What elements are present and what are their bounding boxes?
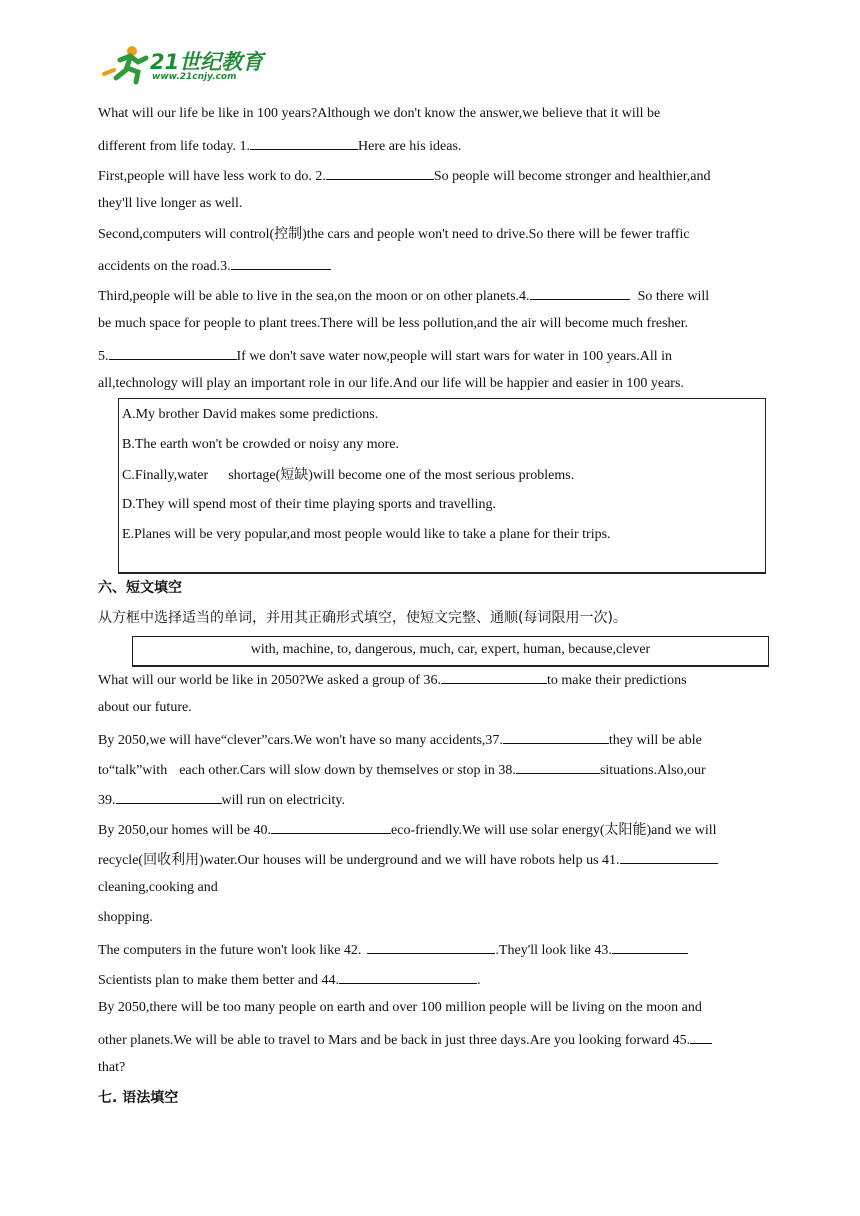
passage1-line-2: different from life today. 1. Here are his ideas. [98, 134, 461, 157]
section-7-heading: 七. 语法填空 [98, 1090, 179, 1106]
passage2-line-4: to“talk”with each other.Cars will slow down by themselves or stop in 38. situations.Also,our [98, 758, 706, 781]
passage2-line-3: By 2050,we will have“clever”cars.We won't have so many accidents,37. they will be able [98, 728, 702, 751]
blank-38[interactable] [516, 758, 600, 774]
section-6-instruction: 从方框中选择适当的单词，并用其正确形式填空，使短文完整、通顺(每词限用一次)。 [98, 610, 627, 626]
word-list: with, machine, to, dangerous, much, car, expert, human, because,clever [250, 642, 651, 657]
blank-39[interactable] [116, 788, 222, 804]
site-logo [100, 42, 270, 86]
blank-2[interactable] [326, 164, 434, 180]
blank-37[interactable] [503, 728, 609, 744]
passage1-line-8: be much space for people to plant trees.There will be less pollution,and the air will become much fresher. [98, 316, 689, 331]
blank-42[interactable] [367, 938, 495, 954]
passage2-line-7: recycle(回收利用)water.Our houses will be underground and we will have robots help us 41. [98, 848, 718, 871]
blank-43[interactable] [612, 938, 688, 954]
passage1-line-4: they'll live longer as well. [98, 196, 243, 211]
blank-45[interactable] [690, 1028, 712, 1044]
passage2-line-12: By 2050,there will be too many people on earth and over 100 million people will be living on the moon and [98, 1000, 702, 1015]
blank-5[interactable] [109, 344, 237, 360]
passage1-line-3: First,people will have less work to do. 2. So people will become stronger and healthier,and [98, 164, 711, 187]
passage1-line-10: all,technology will play an important role in our life.And our life will be happier and easier in 100 years. [98, 376, 684, 391]
passage1-line-7: Third,people will be able to live in the sea,on the moon or on other planets.4. So there will [98, 284, 709, 307]
passage2-line-14: that? [98, 1060, 126, 1075]
passage2-line-5: 39. will run on electricity. [98, 788, 345, 811]
blank-1[interactable] [250, 134, 358, 150]
passage2-line-13: other planets.We will be able to travel to Mars and be back in just three days.Are you looking forward 45. [98, 1028, 712, 1051]
logo-text: 21世纪教育 [150, 50, 264, 74]
passage2-line-9: shopping. [98, 910, 153, 925]
option-b: B.The earth won't be crowded or noisy any more. [122, 437, 399, 452]
word-box [132, 636, 769, 667]
blank-44[interactable] [339, 968, 477, 984]
passage1-line-1: What will our life be like in 100 years?Although we don't know the answer,we believe that it will be [98, 106, 661, 121]
passage2-line-8: cleaning,cooking and [98, 880, 218, 895]
blank-40[interactable] [271, 818, 391, 834]
passage1-line-6: accidents on the road.3. [98, 254, 331, 277]
option-d: D.They will spend most of their time playing sports and travelling. [122, 497, 497, 512]
passage1-line-5: Second,computers will control(控制)the cars and people won't need to drive.So there will be fewer traffic [98, 226, 690, 242]
option-e: E.Planes will be very popular,and most people would like to take a plane for their trips. [122, 527, 611, 542]
option-a: A.My brother David makes some predictions. [122, 407, 379, 422]
passage2-line-11: Scientists plan to make them better and 44. . [98, 968, 481, 991]
passage2-line-2: about our future. [98, 700, 192, 715]
blank-3[interactable] [231, 254, 331, 270]
section-6-heading: 六、短文填空 [98, 580, 182, 596]
passage2-line-6: By 2050,our homes will be 40. eco-friendly.We will use solar energy(太阳能)and we will [98, 818, 717, 841]
passage2-line-10: The computers in the future won't look like 42. .They'll look like 43. [98, 938, 688, 961]
blank-41[interactable] [620, 848, 718, 864]
blank-4[interactable] [530, 284, 630, 300]
option-c: C.Finally,water shortage(短缺)will become one of the most serious problems. [122, 467, 575, 483]
passage1-line-9: 5. If we don't save water now,people will start wars for water in 100 years.All in [98, 344, 672, 367]
passage2-line-1: What will our world be like in 2050?We asked a group of 36. to make their predictions [98, 668, 687, 691]
options-box [118, 398, 766, 574]
logo-url: www.21cnjy.com [152, 72, 237, 82]
blank-36[interactable] [441, 668, 547, 684]
